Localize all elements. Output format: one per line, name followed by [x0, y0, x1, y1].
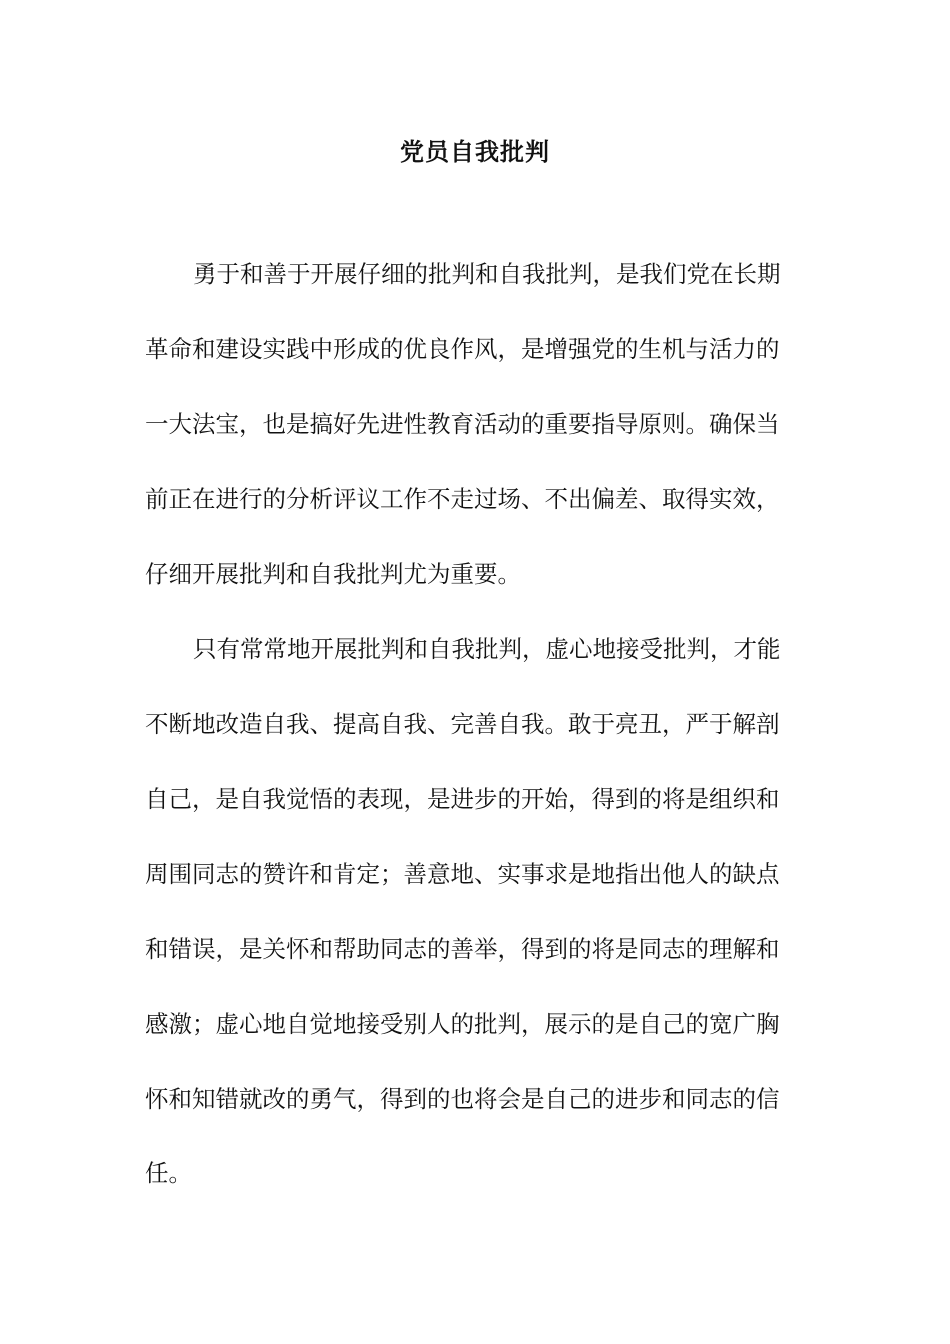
paragraph-2-line-2: 不断地改造自我、提高自我、完善自我。敢于亮丑，严于解剖	[145, 710, 780, 738]
paragraph-1-line-4: 前正在进行的分析评议工作不走过场、不出偏差、取得实效，	[145, 485, 780, 513]
paragraph-2-line-8: 任。	[145, 1159, 192, 1187]
document-title: 党员自我批判	[400, 137, 550, 166]
paragraph-2-line-4: 周围同志的赞许和肯定；善意地、实事求是地指出他人的缺点	[145, 860, 780, 888]
paragraph-2-line-3: 自己，是自我觉悟的表现，是进步的开始，得到的将是组织和	[145, 785, 780, 813]
paragraph-2-line-7: 怀和知错就改的勇气，得到的也将会是自己的进步和同志的信	[145, 1085, 780, 1113]
paragraph-2-line-6: 感激；虚心地自觉地接受别人的批判，展示的是自己的宽广胸	[145, 1010, 780, 1038]
paragraph-1-line-3: 一大法宝，也是搞好先进性教育活动的重要指导原则。确保当	[145, 410, 780, 438]
paragraph-1-line-1: 勇于和善于开展仔细的批判和自我批判，是我们党在长期	[193, 260, 781, 288]
paragraph-2-line-1: 只有常常地开展批判和自我批判，虚心地接受批判，才能	[193, 635, 781, 663]
paragraph-1-line-2: 革命和建设实践中形成的优良作风，是增强党的生机与活力的	[145, 335, 780, 363]
paragraph-2-line-5: 和错误，是关怀和帮助同志的善举，得到的将是同志的理解和	[145, 935, 780, 963]
paragraph-1-line-5: 仔细开展批判和自我批判尤为重要。	[145, 560, 521, 588]
